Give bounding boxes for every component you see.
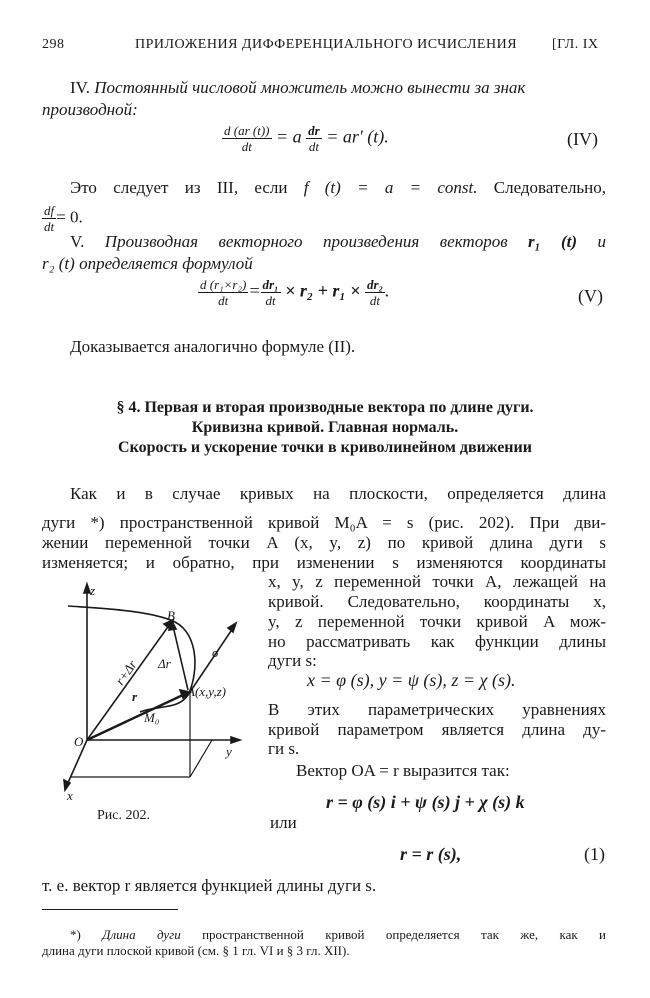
label-r: r bbox=[132, 689, 138, 704]
formula-iv bbox=[222, 123, 389, 154]
y-axis-arrow bbox=[231, 737, 240, 743]
body-line: ги s. bbox=[268, 739, 300, 758]
body-line: кривой. Следовательно, координаты x, bbox=[268, 592, 606, 611]
body-line: В этих параметрических уравнениях bbox=[268, 700, 606, 719]
equals: = ar′ (t). bbox=[326, 126, 389, 147]
footnote-line2: длина дуги плоской кривой (см. § 1 гл. VI и § 3 гл. XII). bbox=[42, 943, 350, 958]
running-title: ПРИЛОЖЕНИЯ ДИФФЕРЕНЦИАЛЬНОГО ИСЧИСЛЕНИЯ bbox=[135, 37, 518, 52]
body-line: жении переменной точки A (x, y, z) по кривой длина дуги s bbox=[42, 533, 606, 552]
section-title-3: Скорость и ускорение точки в криволинейном движении bbox=[118, 439, 532, 456]
body-line: y, z переменной точки кривой A мож- bbox=[268, 612, 606, 631]
equals: = a bbox=[276, 126, 302, 147]
equation-1: r = r (s), bbox=[400, 844, 462, 864]
param-equations: x = φ (s), y = ψ (s), z = χ (s). bbox=[307, 670, 516, 690]
fraction: $\frac{\text{dr₁}}{dt}$ bbox=[262, 277, 279, 308]
label-B: B bbox=[167, 608, 175, 623]
follows-frac: $\frac{df}{dt}$ = 0. bbox=[44, 203, 83, 234]
proof-line: Доказывается аналогично формуле (II). bbox=[70, 337, 356, 356]
equation-label-iv: (IV) bbox=[567, 129, 598, 149]
te-line: т. е. вектор r является функцией длины дуги s. bbox=[42, 876, 377, 895]
rule-v-line1: V. Производная векторного произведения векторов r₁ (t) и bbox=[70, 232, 607, 251]
figure-caption: Рис. 202. bbox=[97, 808, 150, 823]
figure-202 bbox=[40, 580, 255, 810]
fraction: $\frac{\text{d (r₁×r₂)}}{dt}$ bbox=[200, 277, 247, 308]
equation-label-v: (V) bbox=[578, 286, 603, 306]
figure-drawing bbox=[40, 580, 255, 810]
label-A: A(x,y,z) bbox=[187, 684, 226, 699]
fraction: $\frac{dr}{dt}$ bbox=[308, 123, 320, 154]
label-x: x bbox=[67, 788, 73, 803]
chapter-ref: [ГЛ. IX bbox=[552, 37, 599, 52]
label-delta-r: Δr bbox=[158, 656, 171, 671]
body-line: Как и в случае кривых на плоскости, определяется длина bbox=[70, 484, 606, 503]
projection-line bbox=[190, 740, 212, 777]
section-title-1: § 4. Первая и вторая производные вектора по длине дуги. bbox=[116, 399, 534, 416]
body-line: но рассматривать как функции длины bbox=[268, 632, 606, 651]
section-title-2: Кривизна кривой. Главная нормаль. bbox=[191, 419, 459, 436]
fraction: $\frac{df}{dt}$ bbox=[44, 203, 55, 234]
footnote-line1: *) Длина дуги пространственной кривой определяется так же, как и bbox=[70, 927, 607, 942]
body-line: кривой параметром является длина ду- bbox=[268, 720, 606, 739]
tangent-arrow bbox=[228, 623, 236, 632]
label-y: y bbox=[226, 744, 232, 759]
label-r-plus-dr: r+Δr bbox=[112, 657, 140, 688]
rule-iv-numeral: IV. bbox=[70, 78, 90, 97]
tangent-line bbox=[190, 628, 233, 692]
body-line: x, y, z переменной точки A, лежащей на bbox=[268, 572, 606, 591]
body-line: дуги s: bbox=[268, 651, 317, 670]
rule-iv-line2: производной: bbox=[42, 100, 138, 119]
rule-iv-line1 bbox=[70, 77, 605, 99]
fraction: $\frac{\text{dr₂}}{dt}$ bbox=[366, 277, 384, 308]
formula-v: $\frac{\text{d (r₁×r₂)}}{dt}$ = $\frac{\text{dr₁}}{dt}$ × r₂ + r₁ × $\frac{\text{dr₂}}{dt}$ . bbox=[200, 277, 390, 308]
body-line: изменяется; и обратно, при изменении s изменяются координаты bbox=[42, 553, 606, 572]
label-M0: M₀ bbox=[144, 710, 160, 725]
vector-equation: r = φ (s) i + ψ (s) j + χ (s) k bbox=[326, 792, 525, 812]
label-origin: O bbox=[74, 734, 84, 749]
label-sigma: σ bbox=[212, 645, 219, 660]
follows-line: Это следует из III, если f (t) = a = const. Следовательно, bbox=[70, 178, 607, 197]
equation-label-1: (1) bbox=[584, 844, 605, 864]
page-number: 298 bbox=[42, 37, 65, 52]
vector-delta-r bbox=[173, 626, 188, 690]
rule-iv-text1: Постоянный числовой множитель можно вынести за знак bbox=[94, 78, 526, 97]
rule-v-line2: r₂ (t) определяется формулой bbox=[42, 254, 253, 273]
or-word: или bbox=[270, 813, 297, 832]
fraction: $\frac{d (ar (t))}{dt}$ bbox=[224, 123, 270, 154]
footnote-rule bbox=[42, 909, 178, 910]
body-line: дуги *) пространственной кривой M₀A = s (рис. 202). При дви- bbox=[42, 513, 606, 532]
label-z: z bbox=[90, 583, 96, 598]
vector-line: Вектор OA = r выразится так: bbox=[296, 761, 510, 780]
